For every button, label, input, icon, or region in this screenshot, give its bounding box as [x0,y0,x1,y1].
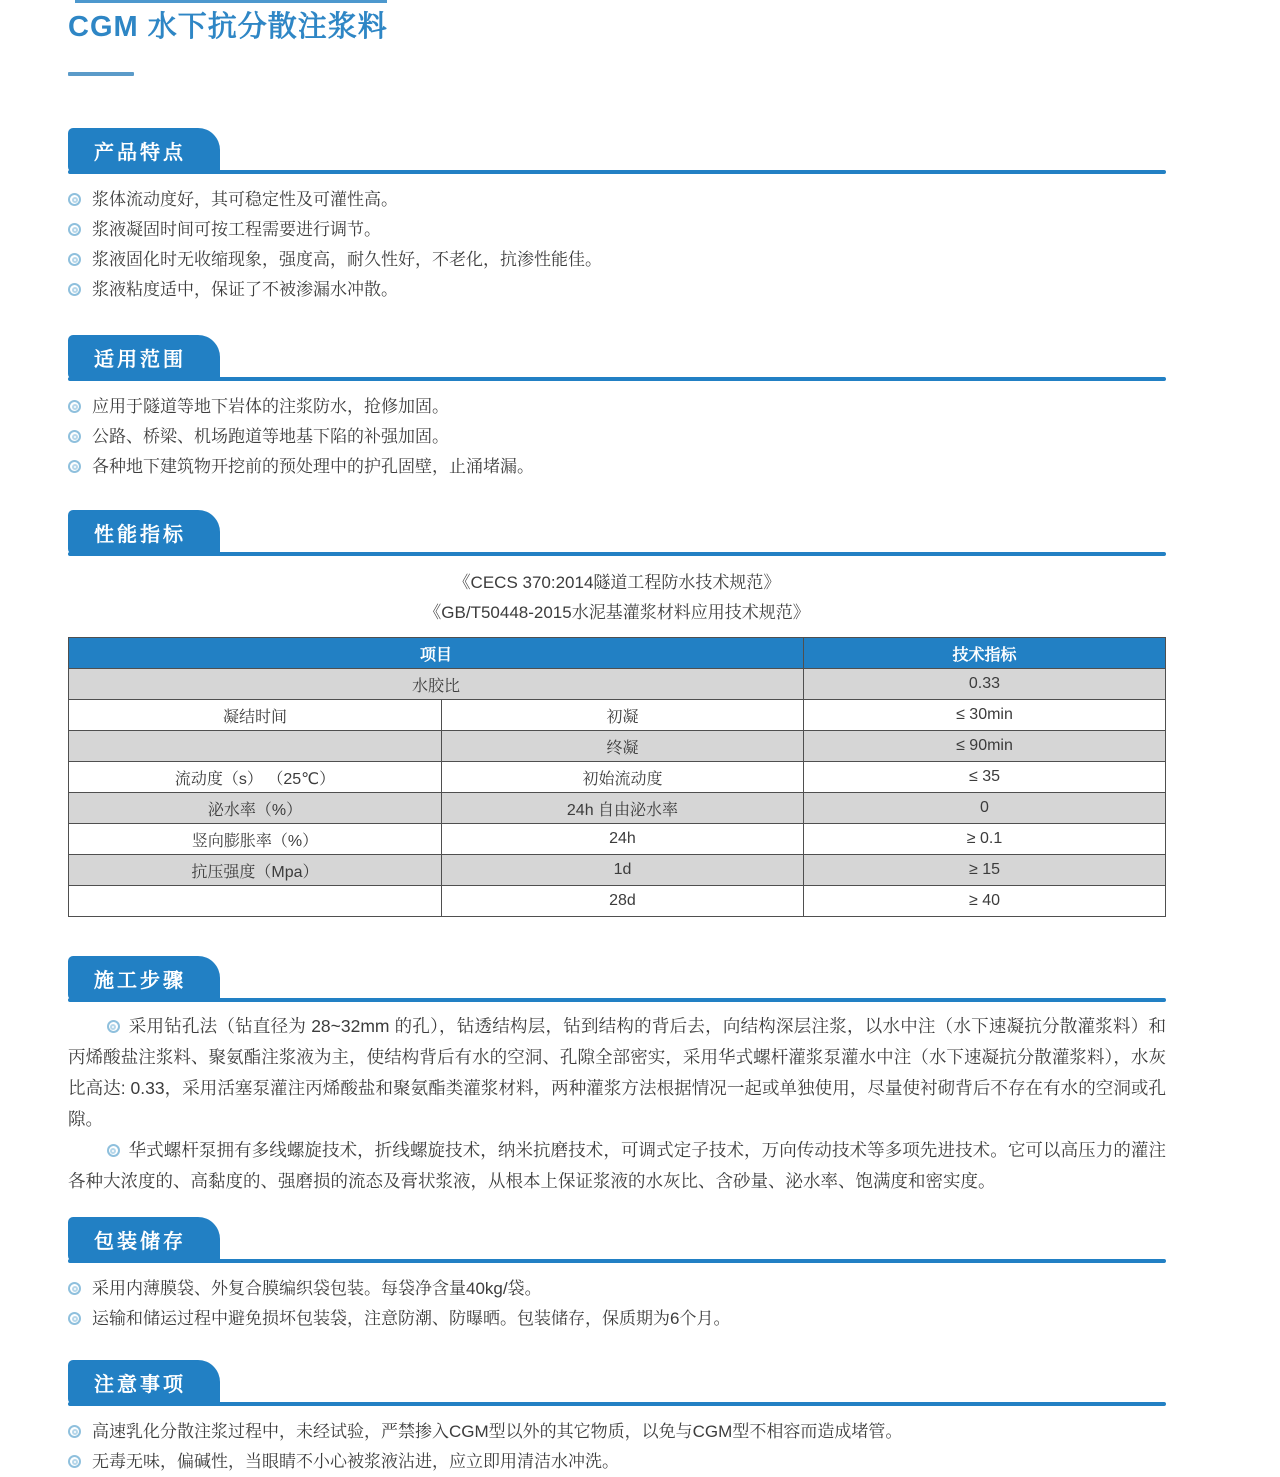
table-cell: ≥ 15 [803,855,1165,886]
double-circle-bullet-icon [68,430,81,443]
list-item [68,422,1166,452]
list-item-text: 无毒无味，偏碱性，当眼睛不小心被浆液沾进，应立即用清洁水冲洗。 [92,1452,619,1471]
table-cell: 0 [803,793,1165,824]
table-row [69,793,1166,824]
standard-reference: 《CECS 370:2014隧道工程防水技术规范》 [453,573,781,592]
section-rule [68,998,1166,1002]
table-cell: 泌水率（%） [69,793,442,824]
list-item [68,452,1166,482]
table-cell: 水胶比 [69,669,804,700]
paragraph-text: 采用钻孔法（钻直径为 28~32mm 的孔），钻透结构层，钻到结构的背后去，向结构深层注浆，以水中注（水下速凝抗分散灌浆料）和丙烯酸盐注浆料、聚氨酯注浆液为主，使结构背后有水的空洞、孔隙全部密实，采用华式螺杆灌浆泵灌水中注（水下速凝抗分散灌浆料），水灰比高达: 0.33，采用活塞泵灌注丙烯酸盐和聚氨酯类灌浆材料，两种灌浆方法根据情况一起或单独使用，尽量使衬砌背后不存在有水的空洞或孔隙。 [68,1016,1166,1129]
table-cell: 流动度（s） （25℃） [69,762,442,793]
title-underline [68,72,134,76]
table-cell: ≤ 90min [803,731,1165,762]
clipped-content-top [75,0,387,3]
double-circle-bullet-icon [68,1282,81,1295]
table-row [69,855,1166,886]
table-cell [69,731,442,762]
table-header-cell: 项目 [69,638,804,669]
section-rule [68,377,1166,381]
list-item-text: 浆液固化时无收缩现象，强度高，耐久性好，不老化，抗渗性能佳。 [92,250,602,269]
scope-list [68,392,1166,482]
list-item-text: 浆液凝固时间可按工程需要进行调节。 [92,220,381,239]
table-cell: ≥ 0.1 [803,824,1165,855]
table-row [69,762,1166,793]
page-title: CGM 水下抗分散注浆料 [68,11,388,43]
performance-table [68,637,1166,917]
table-cell: 0.33 [803,669,1165,700]
double-circle-bullet-icon [68,1425,81,1438]
section-tab-features: 产品特点 [68,128,220,172]
list-item-text: 公路、桥梁、机场跑道等地基下陷的补强加固。 [92,427,449,446]
double-circle-bullet-icon [107,1020,120,1033]
list-item [68,1304,1166,1334]
section-tab-construction: 施工步骤 [68,956,220,1000]
table-row [69,886,1166,917]
table-cell: 凝结时间 [69,700,442,731]
table-cell: ≥ 40 [803,886,1165,917]
section-tab-performance: 性能指标 [68,510,220,554]
list-item [68,1417,1166,1447]
section-performance-header [68,510,1166,556]
double-circle-bullet-icon [68,253,81,266]
section-rule [68,1402,1166,1406]
table-cell: 抗压强度（Mpa） [69,855,442,886]
list-item [68,185,1166,215]
table-cell: 28d [441,886,803,917]
table-cell: 初凝 [441,700,803,731]
double-circle-bullet-icon [107,1144,120,1157]
list-item-text: 运输和储运过程中避免损坏包装袋，注意防潮、防曝晒。包装储存，保质期为6个月。 [92,1309,731,1328]
section-tab-notes: 注意事项 [68,1360,220,1404]
list-item-text: 应用于隧道等地下岩体的注浆防水，抢修加固。 [92,397,449,416]
list-item-text: 各种地下建筑物开挖前的预处理中的护孔固壁，止涌堵漏。 [92,457,534,476]
table-header-cell: 技术指标 [803,638,1165,669]
packaging-list [68,1274,1166,1334]
table-cell: ≤ 30min [803,700,1165,731]
list-item [68,1274,1166,1304]
paragraph [68,1011,1166,1135]
list-item [68,1447,1166,1477]
list-item [68,245,1166,275]
section-rule [68,552,1166,556]
section-notes-header [68,1360,1166,1406]
standard-reference: 《GB/T50448-2015水泥基灌浆材料应用技术规范》 [424,603,810,622]
table-cell: 终凝 [441,731,803,762]
notes-list [68,1417,1166,1477]
section-rule [68,1259,1166,1263]
table-cell: 24h [441,824,803,855]
table-row [69,731,1166,762]
double-circle-bullet-icon [68,193,81,206]
list-item [68,392,1166,422]
double-circle-bullet-icon [68,283,81,296]
table-cell: 竖向膨胀率（%） [69,824,442,855]
section-rule [68,170,1166,174]
table-cell [69,886,442,917]
list-item-text: 采用内薄膜袋、外复合膜编织袋包装。每袋净含量40kg/袋。 [92,1279,542,1298]
double-circle-bullet-icon [68,400,81,413]
double-circle-bullet-icon [68,1455,81,1468]
list-item-text: 浆液粘度适中，保证了不被渗漏水冲散。 [92,280,398,299]
table-row [69,700,1166,731]
construction-paragraphs [68,1011,1166,1197]
list-item-text: 浆体流动度好，其可稳定性及可灌性高。 [92,190,398,209]
double-circle-bullet-icon [68,460,81,473]
list-item [68,215,1166,245]
section-scope-header [68,335,1166,381]
section-features-header [68,128,1166,174]
table-cell: 初始流动度 [441,762,803,793]
features-list [68,185,1166,305]
table-cell: ≤ 35 [803,762,1165,793]
paragraph-text: 华式螺杆泵拥有多线螺旋技术，折线螺旋技术，纳米抗磨技术，可调式定子技术，万向传动技术等多项先进技术。它可以高压力的灌注各种大浓度的、高黏度的、强磨损的流态及膏状浆液，从根本上保证浆液的水灰比、含砂量、泌水率、饱满度和密实度。 [68,1140,1166,1191]
table-row [69,824,1166,855]
double-circle-bullet-icon [68,1312,81,1325]
table-cell: 24h 自由泌水率 [441,793,803,824]
double-circle-bullet-icon [68,223,81,236]
paragraph [68,1135,1166,1197]
section-tab-scope: 适用范围 [68,335,220,379]
section-construction-header [68,956,1166,1002]
list-item-text: 高速乳化分散注浆过程中，未经试验，严禁掺入CGM型以外的其它物质，以免与CGM型不相容而造成堵管。 [92,1422,903,1441]
list-item [68,275,1166,305]
table-cell: 1d [441,855,803,886]
table-header-row [69,638,1166,669]
standards-references [68,568,1166,628]
section-tab-packaging: 包装储存 [68,1217,220,1261]
table-row [69,669,1166,700]
section-packaging-header [68,1217,1166,1263]
